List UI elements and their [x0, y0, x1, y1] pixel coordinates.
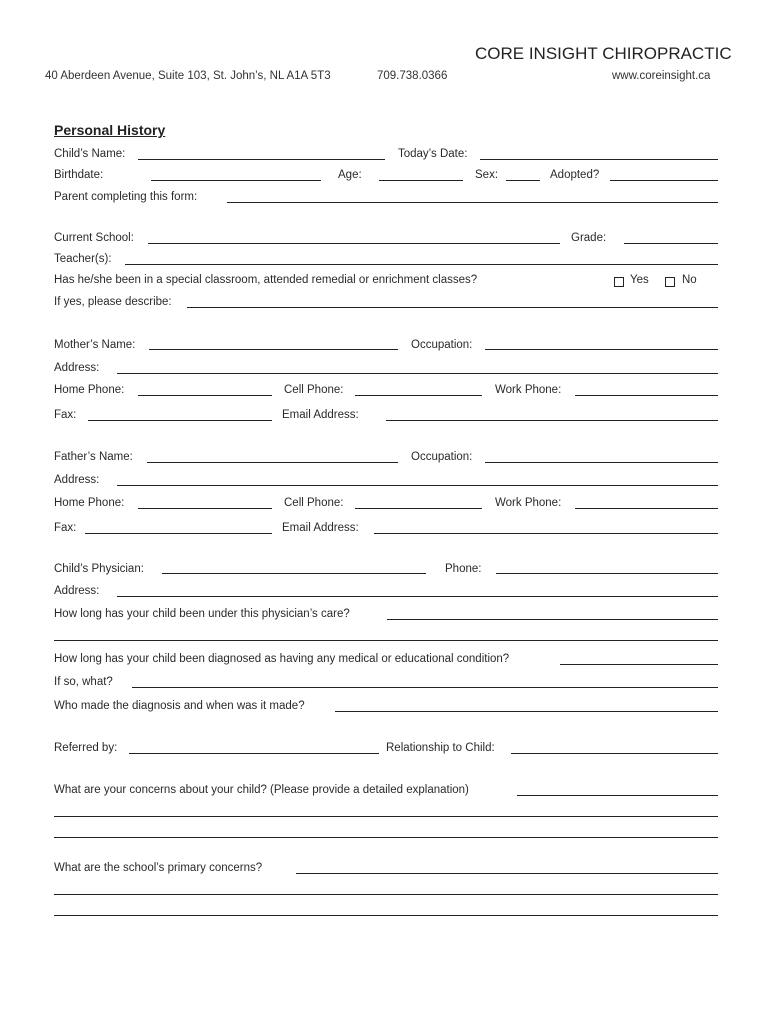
no-label: No — [682, 274, 697, 286]
diagnosed-label: How long has your child been diagnosed as having any medical or educational condition? — [54, 653, 510, 665]
father-fax-label: Fax: — [54, 522, 77, 534]
current-school-label: Current School: — [54, 232, 134, 244]
mother-home-phone-label: Home Phone: — [54, 384, 125, 396]
mother-occupation-field[interactable] — [485, 349, 718, 350]
if-so-what-field[interactable] — [132, 687, 718, 688]
mother-name-label: Mother’s Name: — [54, 339, 136, 351]
who-made-diagnosis-field[interactable] — [335, 711, 718, 712]
yes-label: Yes — [630, 274, 649, 286]
father-address-label: Address: — [54, 474, 100, 486]
concerns-field[interactable] — [517, 795, 718, 796]
special-classroom-label: Has he/she been in a special classroom, attended remedial or enrichment classes? — [54, 274, 478, 286]
father-email-field[interactable] — [374, 533, 718, 534]
father-home-phone-field[interactable] — [138, 508, 272, 509]
diagnosed-field[interactable] — [560, 664, 718, 665]
physician-phone-field[interactable] — [496, 573, 718, 574]
mother-work-phone-label: Work Phone: — [495, 384, 562, 396]
no-checkbox[interactable] — [665, 277, 675, 287]
father-occupation-field[interactable] — [485, 462, 718, 463]
referred-by-field[interactable] — [129, 753, 379, 754]
mother-cell-phone-label: Cell Phone: — [284, 384, 344, 396]
father-email-label: Email Address: — [282, 522, 359, 534]
age-label: Age: — [338, 169, 362, 181]
father-occupation-label: Occupation: — [411, 451, 473, 463]
current-school-field[interactable] — [148, 243, 560, 244]
mother-address-label: Address: — [54, 362, 100, 374]
mother-occupation-label: Occupation: — [411, 339, 473, 351]
concerns-label: What are your concerns about your child? (Please provide a detailed explanation) — [54, 784, 469, 796]
company-name: CORE INSIGHT CHIROPRACTIC — [475, 44, 732, 63]
company-address: 40 Aberdeen Avenue, Suite 103, St. John’s, NL A1A 5T3 — [45, 70, 331, 82]
age-field[interactable] — [379, 180, 463, 181]
school-concerns-field[interactable] — [296, 873, 718, 874]
mother-fax-field[interactable] — [88, 420, 272, 421]
physician-address-field[interactable] — [117, 596, 718, 597]
yes-checkbox[interactable] — [614, 277, 624, 287]
physician-care-field-extra[interactable] — [54, 640, 718, 641]
sex-field[interactable] — [506, 180, 540, 181]
who-made-diagnosis-label: Who made the diagnosis and when was it made? — [54, 700, 305, 712]
sex-label: Sex: — [475, 169, 499, 181]
grade-field[interactable] — [624, 243, 718, 244]
mother-email-label: Email Address: — [282, 409, 359, 421]
referred-by-label: Referred by: — [54, 742, 118, 754]
father-work-phone-label: Work Phone: — [495, 497, 562, 509]
father-cell-phone-field[interactable] — [355, 508, 482, 509]
adopted-label: Adopted? — [550, 169, 600, 181]
company-phone: 709.738.0366 — [377, 70, 448, 82]
mother-address-field[interactable] — [117, 373, 718, 374]
if-so-what-label: If so, what? — [54, 676, 113, 688]
physician-care-label: How long has your child been under this physician’s care? — [54, 608, 350, 620]
physician-address-label: Address: — [54, 585, 100, 597]
relationship-label: Relationship to Child: — [386, 742, 495, 754]
birthdate-label: Birthdate: — [54, 169, 104, 181]
father-home-phone-label: Home Phone: — [54, 497, 125, 509]
father-name-field[interactable] — [147, 462, 398, 463]
father-cell-phone-label: Cell Phone: — [284, 497, 344, 509]
physician-field[interactable] — [162, 573, 426, 574]
concerns-field-line-3[interactable] — [54, 837, 718, 838]
school-concerns-field-line-2[interactable] — [54, 894, 718, 895]
parent-completing-label: Parent completing this form: — [54, 191, 198, 203]
physician-phone-label: Phone: — [445, 563, 482, 575]
father-fax-field[interactable] — [85, 533, 272, 534]
todays-date-label: Today’s Date: — [398, 148, 468, 160]
parent-completing-field[interactable] — [227, 202, 718, 203]
child-name-label: Child’s Name: — [54, 148, 126, 160]
if-yes-describe-field[interactable] — [187, 307, 718, 308]
concerns-field-line-2[interactable] — [54, 816, 718, 817]
birthdate-field[interactable] — [151, 180, 321, 181]
todays-date-field[interactable] — [480, 159, 718, 160]
physician-care-field[interactable] — [387, 619, 718, 620]
physician-label: Child’s Physician: — [54, 563, 144, 575]
teachers-field[interactable] — [125, 264, 718, 265]
mother-fax-label: Fax: — [54, 409, 77, 421]
adopted-field[interactable] — [610, 180, 718, 181]
section-title: Personal History — [54, 122, 166, 138]
mother-name-field[interactable] — [149, 349, 398, 350]
mother-email-field[interactable] — [386, 420, 718, 421]
father-name-label: Father’s Name: — [54, 451, 133, 463]
relationship-field[interactable] — [511, 753, 718, 754]
mother-home-phone-field[interactable] — [138, 395, 272, 396]
mother-work-phone-field[interactable] — [575, 395, 718, 396]
father-address-field[interactable] — [117, 485, 718, 486]
if-yes-describe-label: If yes, please describe: — [54, 296, 172, 308]
company-website: www.coreinsight.ca — [612, 70, 711, 82]
child-name-field[interactable] — [138, 159, 385, 160]
father-work-phone-field[interactable] — [575, 508, 718, 509]
school-concerns-label: What are the school’s primary concerns? — [54, 862, 263, 874]
mother-cell-phone-field[interactable] — [355, 395, 482, 396]
teachers-label: Teacher(s): — [54, 253, 112, 265]
grade-label: Grade: — [571, 232, 607, 244]
school-concerns-field-line-3[interactable] — [54, 915, 718, 916]
